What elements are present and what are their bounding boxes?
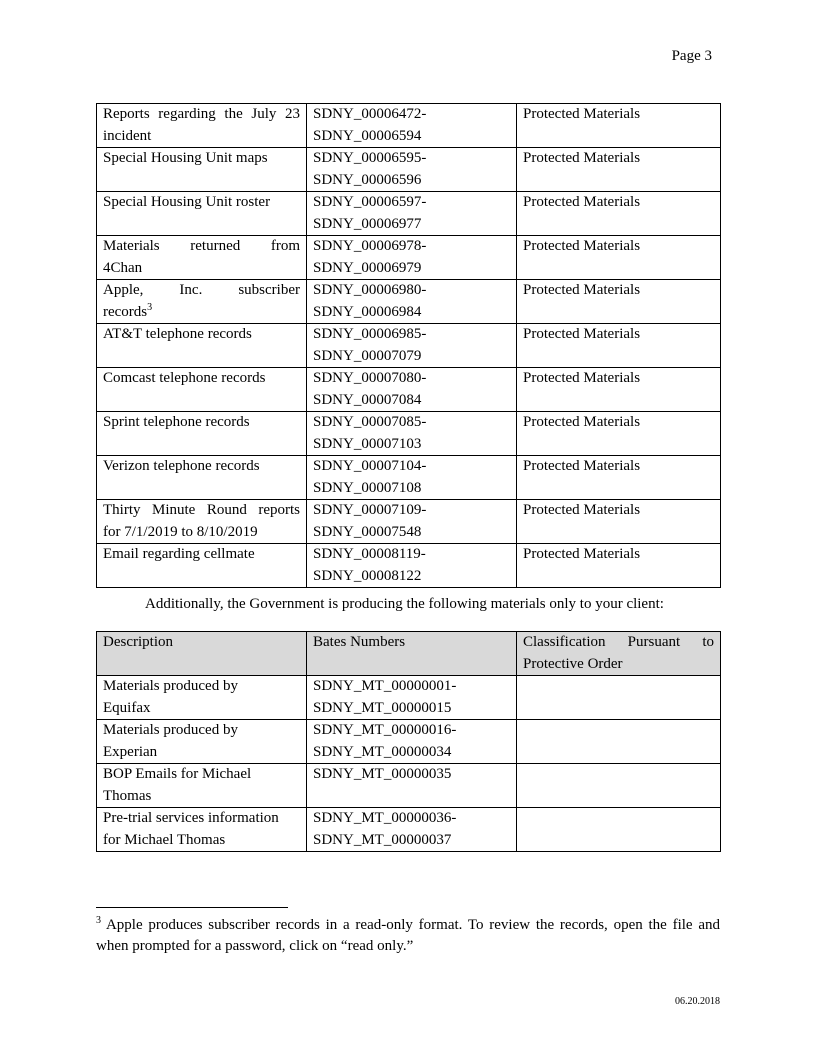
description-cell: Thirty Minute Round reports for 7/1/2019 to 8/10/2019 <box>97 500 307 544</box>
table-row <box>97 412 721 456</box>
classification-cell: Protected Materials <box>517 412 721 456</box>
table-row <box>97 456 721 500</box>
page-number: Page 3 <box>671 48 712 64</box>
classification-cell: Protected Materials <box>517 148 721 192</box>
table-row <box>97 192 721 236</box>
classification-cell: Protected Materials <box>517 236 721 280</box>
description-cell: Email regarding cellmate <box>97 544 307 588</box>
table-row <box>97 104 721 148</box>
client-only-materials-table <box>96 631 721 852</box>
bates-cell: SDNY_00007109- SDNY_00007548 <box>307 500 517 544</box>
table-row <box>97 764 721 808</box>
bates-cell: SDNY_00006985- SDNY_00007079 <box>307 324 517 368</box>
body-paragraph: Additionally, the Government is producing the following materials only to your client: <box>145 596 664 612</box>
classification-cell: Protected Materials <box>517 368 721 412</box>
footnote-reference: 3 <box>147 301 153 313</box>
table-header-row <box>97 632 721 676</box>
footnote-text: Apple produces subscriber records in a read-only format. To review the records, open the file and when prompted for a password, click on “read only.” <box>96 917 720 954</box>
description-cell: Comcast telephone records <box>97 368 307 412</box>
bates-cell: SDNY_00007085- SDNY_00007103 <box>307 412 517 456</box>
description-cell: Materials produced by Experian <box>97 720 307 764</box>
description-cell: Materials produced by Equifax <box>97 676 307 720</box>
bates-cell: SDNY_00006980- SDNY_00006984 <box>307 280 517 324</box>
footer-date: 06.20.2018 <box>675 996 720 1007</box>
table-row <box>97 676 721 720</box>
description-cell: Special Housing Unit roster <box>97 192 307 236</box>
footnote-number: 3 <box>96 915 101 926</box>
description-cell: Pre-trial services information for Michael Thomas <box>97 808 307 852</box>
bates-cell: SDNY_00008119- SDNY_00008122 <box>307 544 517 588</box>
description-cell: Materials returned from 4Chan <box>97 236 307 280</box>
description-cell: BOP Emails for Michael Thomas <box>97 764 307 808</box>
bates-cell: SDNY_MT_00000001- SDNY_MT_00000015 <box>307 676 517 720</box>
classification-cell <box>517 676 721 720</box>
classification-cell: Protected Materials <box>517 544 721 588</box>
classification-cell: Protected Materials <box>517 192 721 236</box>
column-header-description: Description <box>97 632 307 676</box>
description-cell: Reports regarding the July 23 incident <box>97 104 307 148</box>
table-row <box>97 324 721 368</box>
table-row <box>97 236 721 280</box>
description-cell: AT&T telephone records <box>97 324 307 368</box>
column-header-classification: Classification Pursuant to Protective Order <box>517 632 721 676</box>
bates-cell: SDNY_MT_00000036- SDNY_MT_00000037 <box>307 808 517 852</box>
classification-cell: Protected Materials <box>517 456 721 500</box>
bates-cell: SDNY_MT_00000035 <box>307 764 517 808</box>
description-cell: Sprint telephone records <box>97 412 307 456</box>
footnote <box>96 915 720 957</box>
description-cell: Verizon telephone records <box>97 456 307 500</box>
classification-cell: Protected Materials <box>517 324 721 368</box>
column-header-bates: Bates Numbers <box>307 632 517 676</box>
classification-cell: Protected Materials <box>517 280 721 324</box>
classification-cell <box>517 764 721 808</box>
bates-cell: SDNY_00006595- SDNY_00006596 <box>307 148 517 192</box>
description-cell: Apple, Inc. subscriber records$^3$ <box>97 280 307 324</box>
table-row <box>97 280 721 324</box>
table-row <box>97 368 721 412</box>
bates-cell: SDNY_00006978- SDNY_00006979 <box>307 236 517 280</box>
bates-cell: SDNY_00007080- SDNY_00007084 <box>307 368 517 412</box>
footnote-separator <box>96 907 288 908</box>
description-cell: Special Housing Unit maps <box>97 148 307 192</box>
table-row <box>97 544 721 588</box>
classification-cell: Protected Materials <box>517 500 721 544</box>
bates-cell: SDNY_00006472- SDNY_00006594 <box>307 104 517 148</box>
table-row <box>97 500 721 544</box>
materials-table <box>96 103 721 588</box>
bates-cell: SDNY_MT_00000016- SDNY_MT_00000034 <box>307 720 517 764</box>
bates-cell: SDNY_00006597- SDNY_00006977 <box>307 192 517 236</box>
table-row <box>97 808 721 852</box>
classification-cell <box>517 808 721 852</box>
classification-cell: Protected Materials <box>517 104 721 148</box>
table-row <box>97 148 721 192</box>
table-row <box>97 720 721 764</box>
bates-cell: SDNY_00007104- SDNY_00007108 <box>307 456 517 500</box>
classification-cell <box>517 720 721 764</box>
